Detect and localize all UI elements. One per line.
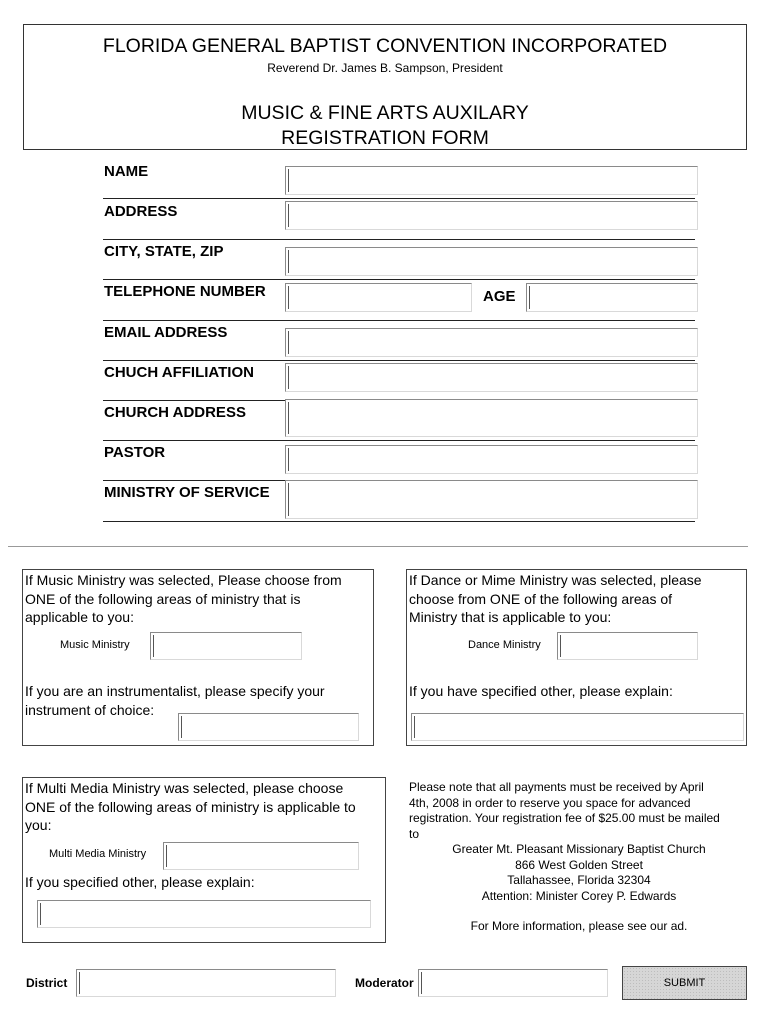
ministry-rule — [103, 521, 695, 522]
music-ministry-panel — [22, 569, 374, 746]
music-panel-text — [25, 571, 342, 627]
dance-panel-line2: choose from ONE of the following areas of — [409, 590, 673, 607]
dance-ministry-label: Dance Ministry — [468, 639, 541, 651]
age-input[interactable] — [526, 283, 698, 312]
pastor-input[interactable] — [285, 445, 698, 474]
pastor-label: PASTOR — [104, 444, 166, 461]
church-affiliation-input[interactable] — [285, 363, 698, 392]
music-panel-line1: If Music Ministry was selected, Please choose from — [25, 572, 342, 588]
name-input[interactable] — [285, 166, 698, 195]
mailing-address-line3: Tallahassee, Florida 32304 — [507, 873, 651, 887]
form-title — [24, 101, 746, 151]
payment-note-line1: Please note that all payments must be received by April — [409, 780, 704, 794]
media-other-text: If you specified other, please explain: — [25, 874, 255, 890]
dance-panel-text — [409, 571, 702, 627]
payment-note — [409, 780, 754, 842]
district-label: District — [26, 976, 68, 990]
instrument-line2: instrument of choice: — [25, 701, 155, 718]
email-input[interactable] — [285, 328, 698, 357]
church-address-label: CHURCH ADDRESS — [104, 404, 246, 421]
telephone-input[interactable] — [285, 283, 472, 312]
dance-ministry-input[interactable] — [557, 632, 698, 660]
payment-note-line3: registration. Your registration fee of $25.00 must be mailed — [409, 811, 720, 825]
dance-other-text: If you have specified other, please explain: — [409, 683, 673, 699]
ministry-of-service-input[interactable] — [285, 480, 698, 519]
music-ministry-label: Music Ministry — [60, 639, 130, 651]
form-title-line2: REGISTRATION FORM — [281, 127, 489, 149]
form-header — [23, 24, 747, 150]
church-affiliation-label: CHUCH AFFILIATION — [104, 364, 254, 381]
music-panel-line3: applicable to you: — [25, 609, 134, 625]
more-info-text: For More information, please see our ad. — [470, 919, 688, 933]
mailing-address — [409, 842, 749, 904]
telephone-rule — [103, 320, 695, 321]
media-panel-line3: you: — [25, 817, 52, 833]
address-label: ADDRESS — [104, 203, 178, 220]
ministry-of-service-label: MINISTRY OF SERVICE — [104, 484, 270, 501]
mailing-address-line4: Attention: Minister Corey P. Edwards — [481, 888, 677, 903]
submit-button[interactable]: SUBMIT — [622, 966, 747, 1000]
org-title: FLORIDA GENERAL BAPTIST CONVENTION INCORPORATED — [102, 35, 668, 57]
age-label: AGE — [483, 288, 516, 305]
instrument-input[interactable] — [178, 713, 359, 741]
mailing-address-line1: Greater Mt. Pleasant Missionary Baptist Church — [452, 842, 706, 856]
city-rule — [103, 279, 695, 280]
city-state-zip-label: CITY, STATE, ZIP — [104, 243, 224, 260]
dance-other-input[interactable] — [411, 713, 744, 741]
media-panel-text — [25, 779, 356, 835]
section-divider — [8, 546, 748, 547]
church-address-rule — [103, 440, 695, 441]
music-panel-line2: ONE of the following areas of ministry that is — [25, 590, 301, 607]
moderator-label: Moderator — [355, 976, 414, 990]
email-label: EMAIL ADDRESS — [104, 324, 228, 341]
multi-media-label: Multi Media Ministry — [49, 848, 147, 860]
music-ministry-input[interactable] — [150, 632, 302, 660]
address-input[interactable] — [285, 201, 698, 230]
name-label: NAME — [104, 163, 149, 180]
email-rule — [103, 360, 695, 361]
payment-note-line4: to — [409, 826, 420, 841]
dance-panel-line1: If Dance or Mime Ministry was selected, please — [409, 572, 702, 588]
payment-note-line2: 4th, 2008 in order to reserve you space for advanced — [409, 795, 691, 810]
address-rule — [103, 239, 695, 240]
multi-media-input[interactable] — [163, 842, 359, 870]
media-panel-line1: If Multi Media Ministry was selected, please choose — [25, 780, 344, 796]
church-address-input[interactable] — [285, 399, 698, 437]
media-other-input[interactable] — [37, 900, 371, 928]
telephone-label: TELEPHONE NUMBER — [104, 283, 266, 300]
dance-panel-line3: Ministry that is applicable to you: — [409, 609, 612, 625]
president-line: Reverend Dr. James B. Sampson, President — [267, 61, 503, 75]
name-rule — [103, 198, 695, 199]
district-input[interactable] — [76, 969, 336, 997]
city-state-zip-input[interactable] — [285, 247, 698, 276]
mailing-address-line2: 866 West Golden Street — [515, 857, 643, 872]
form-title-line1: MUSIC & FINE ARTS AUXILARY — [241, 102, 529, 124]
moderator-input[interactable] — [418, 969, 608, 997]
media-panel-line2: ONE of the following areas of ministry is applicable to — [25, 798, 356, 815]
multi-media-panel — [22, 777, 386, 943]
instrument-line1: If you are an instrumentalist, please specify your — [25, 683, 325, 699]
dance-ministry-panel — [406, 569, 747, 746]
